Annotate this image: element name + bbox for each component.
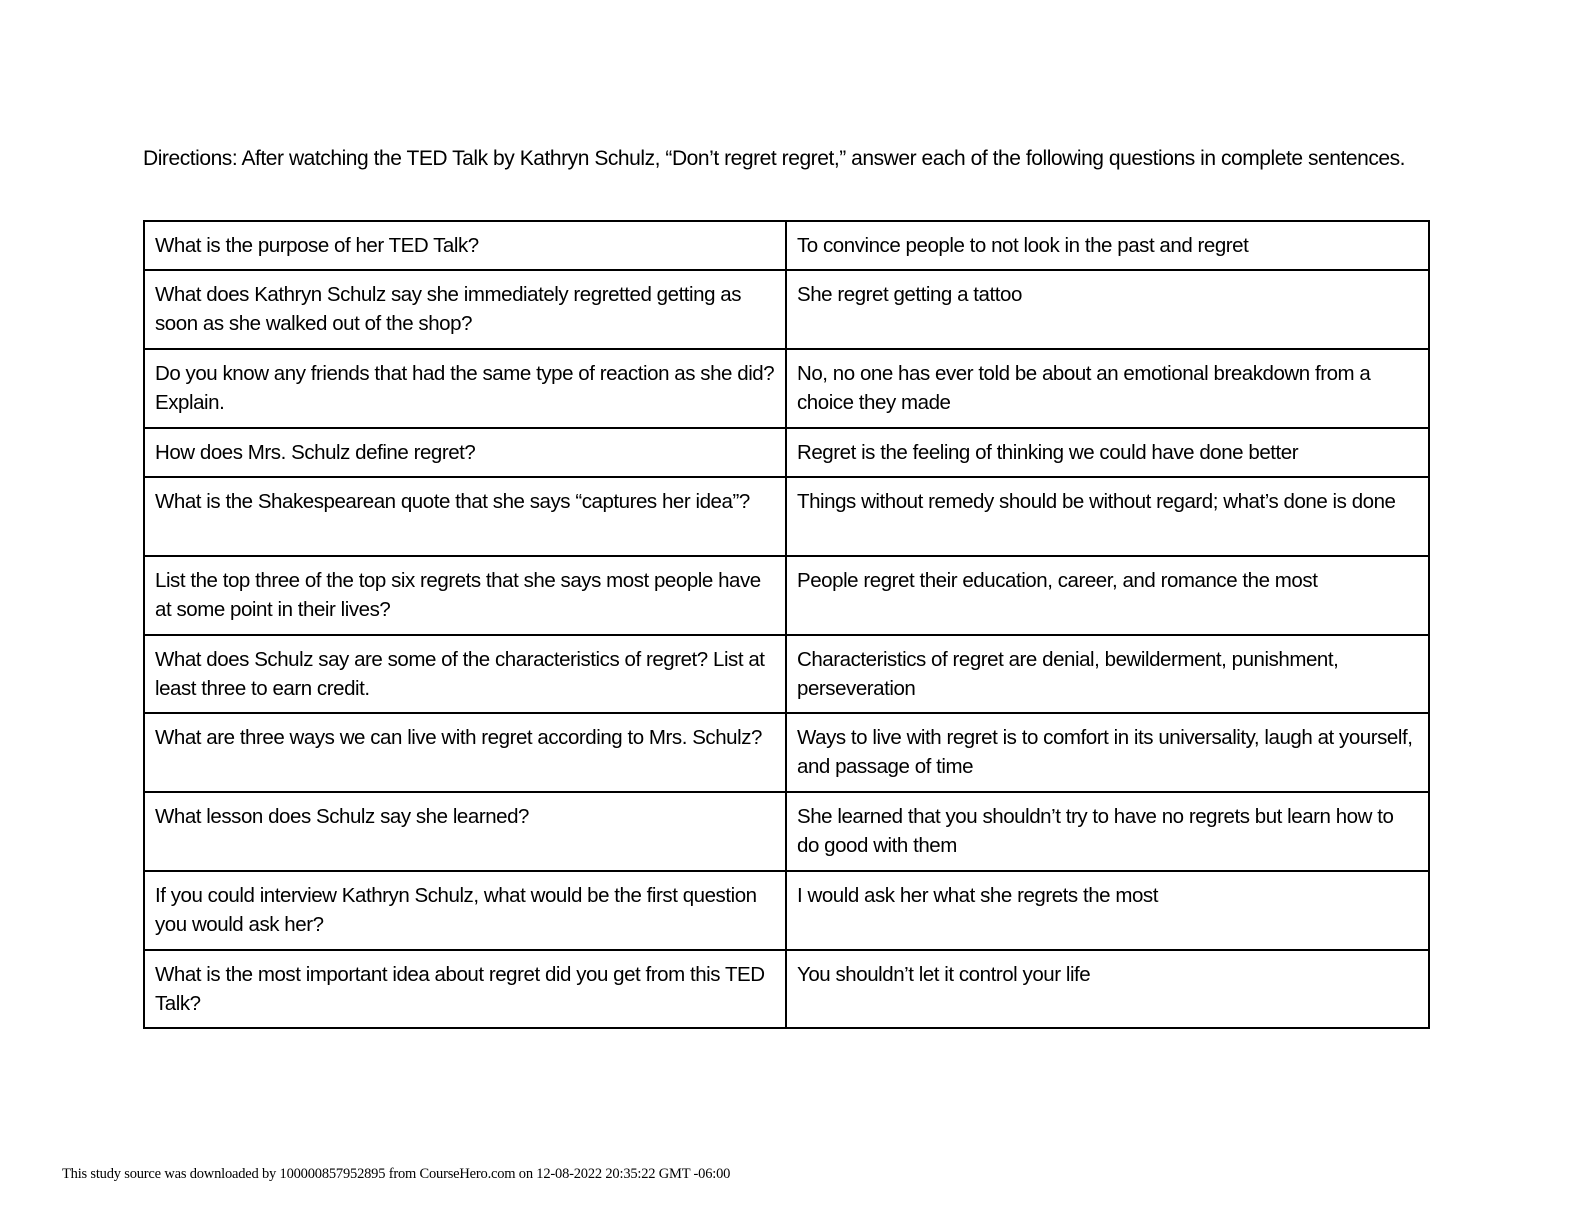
table-row [144, 349, 1429, 428]
table-row [144, 221, 1429, 270]
question-cell: List the top three of the top six regrets that she says most people have at some point in their lives? [144, 556, 786, 635]
table-row [144, 792, 1429, 871]
question-answer-table [143, 220, 1430, 1029]
table-row [144, 477, 1429, 556]
question-cell: What lesson does Schulz say she learned? [144, 792, 786, 871]
table-row [144, 635, 1429, 713]
table-row [144, 270, 1429, 349]
question-cell: What does Kathryn Schulz say she immediately regretted getting as soon as she walked out of the shop? [144, 270, 786, 349]
answer-cell: Ways to live with regret is to comfort in its universality, laugh at yourself, and passage of time [786, 713, 1429, 792]
table-row [144, 428, 1429, 477]
question-cell: If you could interview Kathryn Schulz, what would be the first question you would ask her? [144, 871, 786, 950]
question-cell: Do you know any friends that had the same type of reaction as she did? Explain. [144, 349, 786, 428]
answer-cell: Things without remedy should be without regard; what’s done is done [786, 477, 1429, 556]
answer-cell: I would ask her what she regrets the most [786, 871, 1429, 950]
download-watermark-footer: This study source was downloaded by 100000857952895 from CourseHero.com on 12-08-2022 20:35:22 GMT -06:00 [62, 1166, 731, 1182]
directions-text: Directions: After watching the TED Talk by Kathryn Schulz, “Don’t regret regret,” answer each of the following questions in complete sentences. [143, 147, 1406, 170]
question-cell: How does Mrs. Schulz define regret? [144, 428, 786, 477]
answer-cell: She regret getting a tattoo [786, 270, 1429, 349]
table-row [144, 556, 1429, 635]
answer-cell: Regret is the feeling of thinking we could have done better [786, 428, 1429, 477]
question-cell: What does Schulz say are some of the characteristics of regret? List at least three to earn credit. [144, 635, 786, 713]
table-row [144, 871, 1429, 950]
answer-cell: No, no one has ever told be about an emotional breakdown from a choice they made [786, 349, 1429, 428]
answer-cell: She learned that you shouldn’t try to have no regrets but learn how to do good with them [786, 792, 1429, 871]
answer-cell: Characteristics of regret are denial, bewilderment, punishment, perseveration [786, 635, 1429, 713]
question-cell: What is the Shakespearean quote that she says “captures her idea”? [144, 477, 786, 556]
answer-cell: People regret their education, career, and romance the most [786, 556, 1429, 635]
table-row [144, 713, 1429, 792]
question-cell: What are three ways we can live with regret according to Mrs. Schulz? [144, 713, 786, 792]
question-cell: What is the purpose of her TED Talk? [144, 221, 786, 270]
question-cell: What is the most important idea about regret did you get from this TED Talk? [144, 950, 786, 1028]
table-row [144, 950, 1429, 1028]
answer-cell: You shouldn’t let it control your life [786, 950, 1429, 1028]
answer-cell: To convince people to not look in the past and regret [786, 221, 1429, 270]
